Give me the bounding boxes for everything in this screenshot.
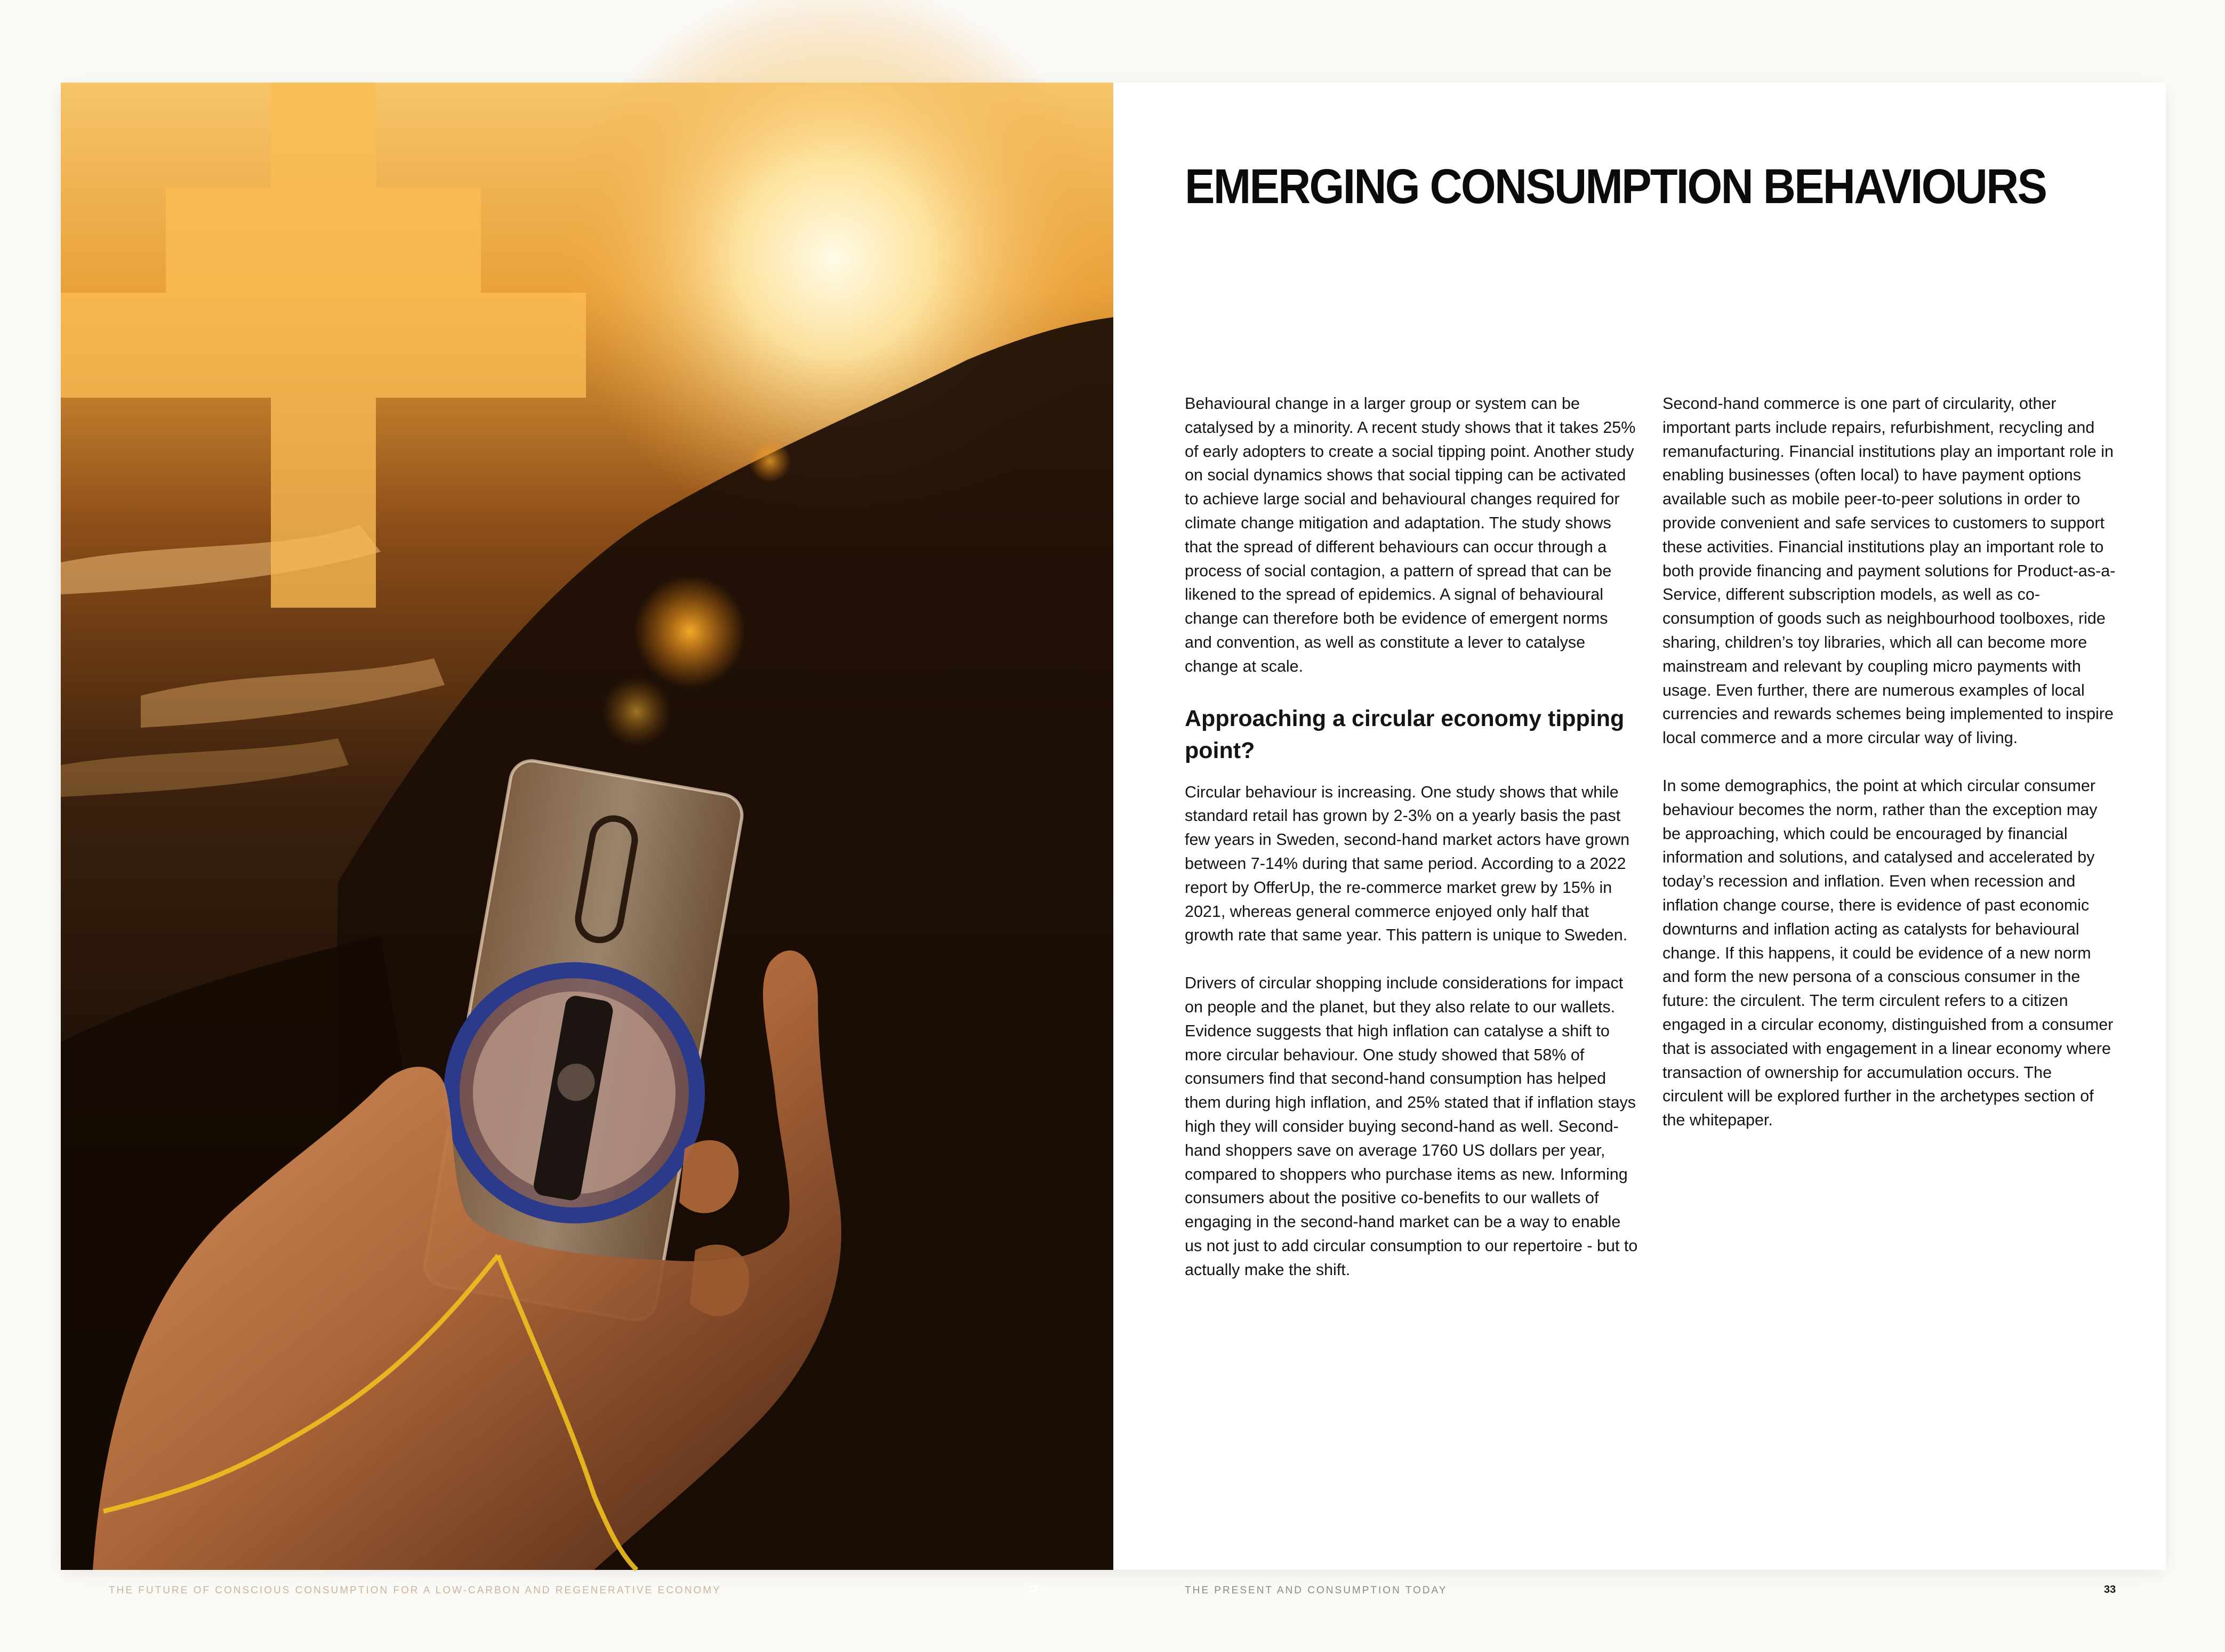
right-page-number: 33 <box>2104 1584 2116 1595</box>
mosaic-tile <box>271 188 376 293</box>
body-paragraph: Behavioural change in a larger group or system can be catalysed by a minority. A recent study shows that it takes 25% of early adopters to create a social tipping point. Another study on social dynamics shows that social tipping can be activated to achieve large social and behavioural changes required for climate change mitigation and adaptation. The study shows that the spread of different behaviours can occur through a process of social contagion, a pattern of spread that can be likened to the spread of epidemics. A signal of behavioural change can therefore both be evidence of emergent norms and convention, as well as constitute a lever to catalyse change at scale. <box>1185 394 1636 675</box>
mosaic-tile <box>376 293 481 398</box>
left-page-footer: THE FUTURE OF CONSCIOUS CONSUMPTION FOR A LOW-CARBON AND REGENERATIVE ECONOMY <box>109 1585 721 1596</box>
body-paragraph: Drivers of circular shopping include considerations for impact on people and the planet, but they also relate to our wallets. Evidence suggests that high inflation can catalyse a shift to more circular behaviour. One study showed that 58% of consumers find that second-hand consumption has helped them during high inflation, and 25% stated that if inflation stays high they will consider buying second-hand as well. Second-hand shoppers save on average 1760 US dollars per year, compared to shoppers who purchase items as new. Informing consumers about the positive co-benefits to our wallets of engaging in the second-hand market can be a way to enable us not just to add circular consumption to our repertoire - but to actually make the shift. <box>1185 974 1638 1279</box>
mosaic-tile <box>271 398 376 503</box>
body-paragraph: Second-hand commerce is one part of circularity, other important parts include repairs, refurbishment, recycling and remanufacturing. Financial institutions play an important role in enabling businesses (often local) to have payment options available such as mobile peer-to-peer solutions in order to provide convenient and safe services to customers to support these activities. Financial institutions play an important role to both provide financing and payment solutions for Product-as-a-Service, different subscription models, as well as co-consumption of goods such as neighbourhood toolboxes, ride sharing, children’s toy libraries, which all can become more mainstream and relevant by coupling micro payments with usage. Even further, there are numerous examples of local currencies and rewards schemes being implemented to inspire local commerce and a more circular way of living. <box>1662 394 2116 747</box>
mosaic-tile <box>271 293 376 398</box>
mosaic-tile <box>271 503 376 608</box>
mosaic-tile <box>166 188 271 293</box>
mosaic-tile <box>481 293 586 398</box>
mosaic-tile <box>376 188 481 293</box>
mosaic-tile <box>271 83 376 188</box>
left-page-number: 32 <box>1027 1584 1039 1595</box>
text-column-2 <box>1662 392 2116 1156</box>
body-paragraph: In some demographics, the point at which circular consumer behaviour becomes the norm, rather than the exception may be approaching, which could be encouraged by financial information and solutions, and catalysed and accelerated by today’s recession and inflation. Even when recession and inflation change course, there is evidence of past economic downturns and inflation acting as catalysts for behavioural change. If this happens, it could be evidence of a new norm and form the new persona of a conscious consumer in the future: the circulent. The term circulent refers to a citizen engaged in a circular economy, distinguished from a consumer that is associated with engagement in a linear economy where transaction of ownership for accumulation occurs. The circulent will be explored further in the archetypes section of the whitepaper. <box>1662 776 2114 1130</box>
page-title: EMERGING CONSUMPTION BEHAVIOURS <box>1185 159 2046 214</box>
section-heading: Approaching a circular economy tipping point? <box>1185 705 1625 763</box>
text-column-1 <box>1185 392 1638 1306</box>
right-page-footer: THE PRESENT AND CONSUMPTION TODAY <box>1185 1585 1448 1596</box>
left-page <box>61 83 1113 1596</box>
document-spread <box>61 83 2166 1596</box>
mosaic-tile <box>61 293 166 398</box>
body-paragraph: Circular behaviour is increasing. One study shows that while standard retail has grown by 2-3% on a yearly basis the past few years in Sweden, second-hand market actors have grown between 7-14% during that same period. According to a 2022 report by OfferUp, the re-commerce market grew by 15% in 2021, whereas general commerce enjoyed only half that growth rate that same year. This pattern is unique to Sweden. <box>1185 783 1630 945</box>
mosaic-tile <box>166 293 271 398</box>
